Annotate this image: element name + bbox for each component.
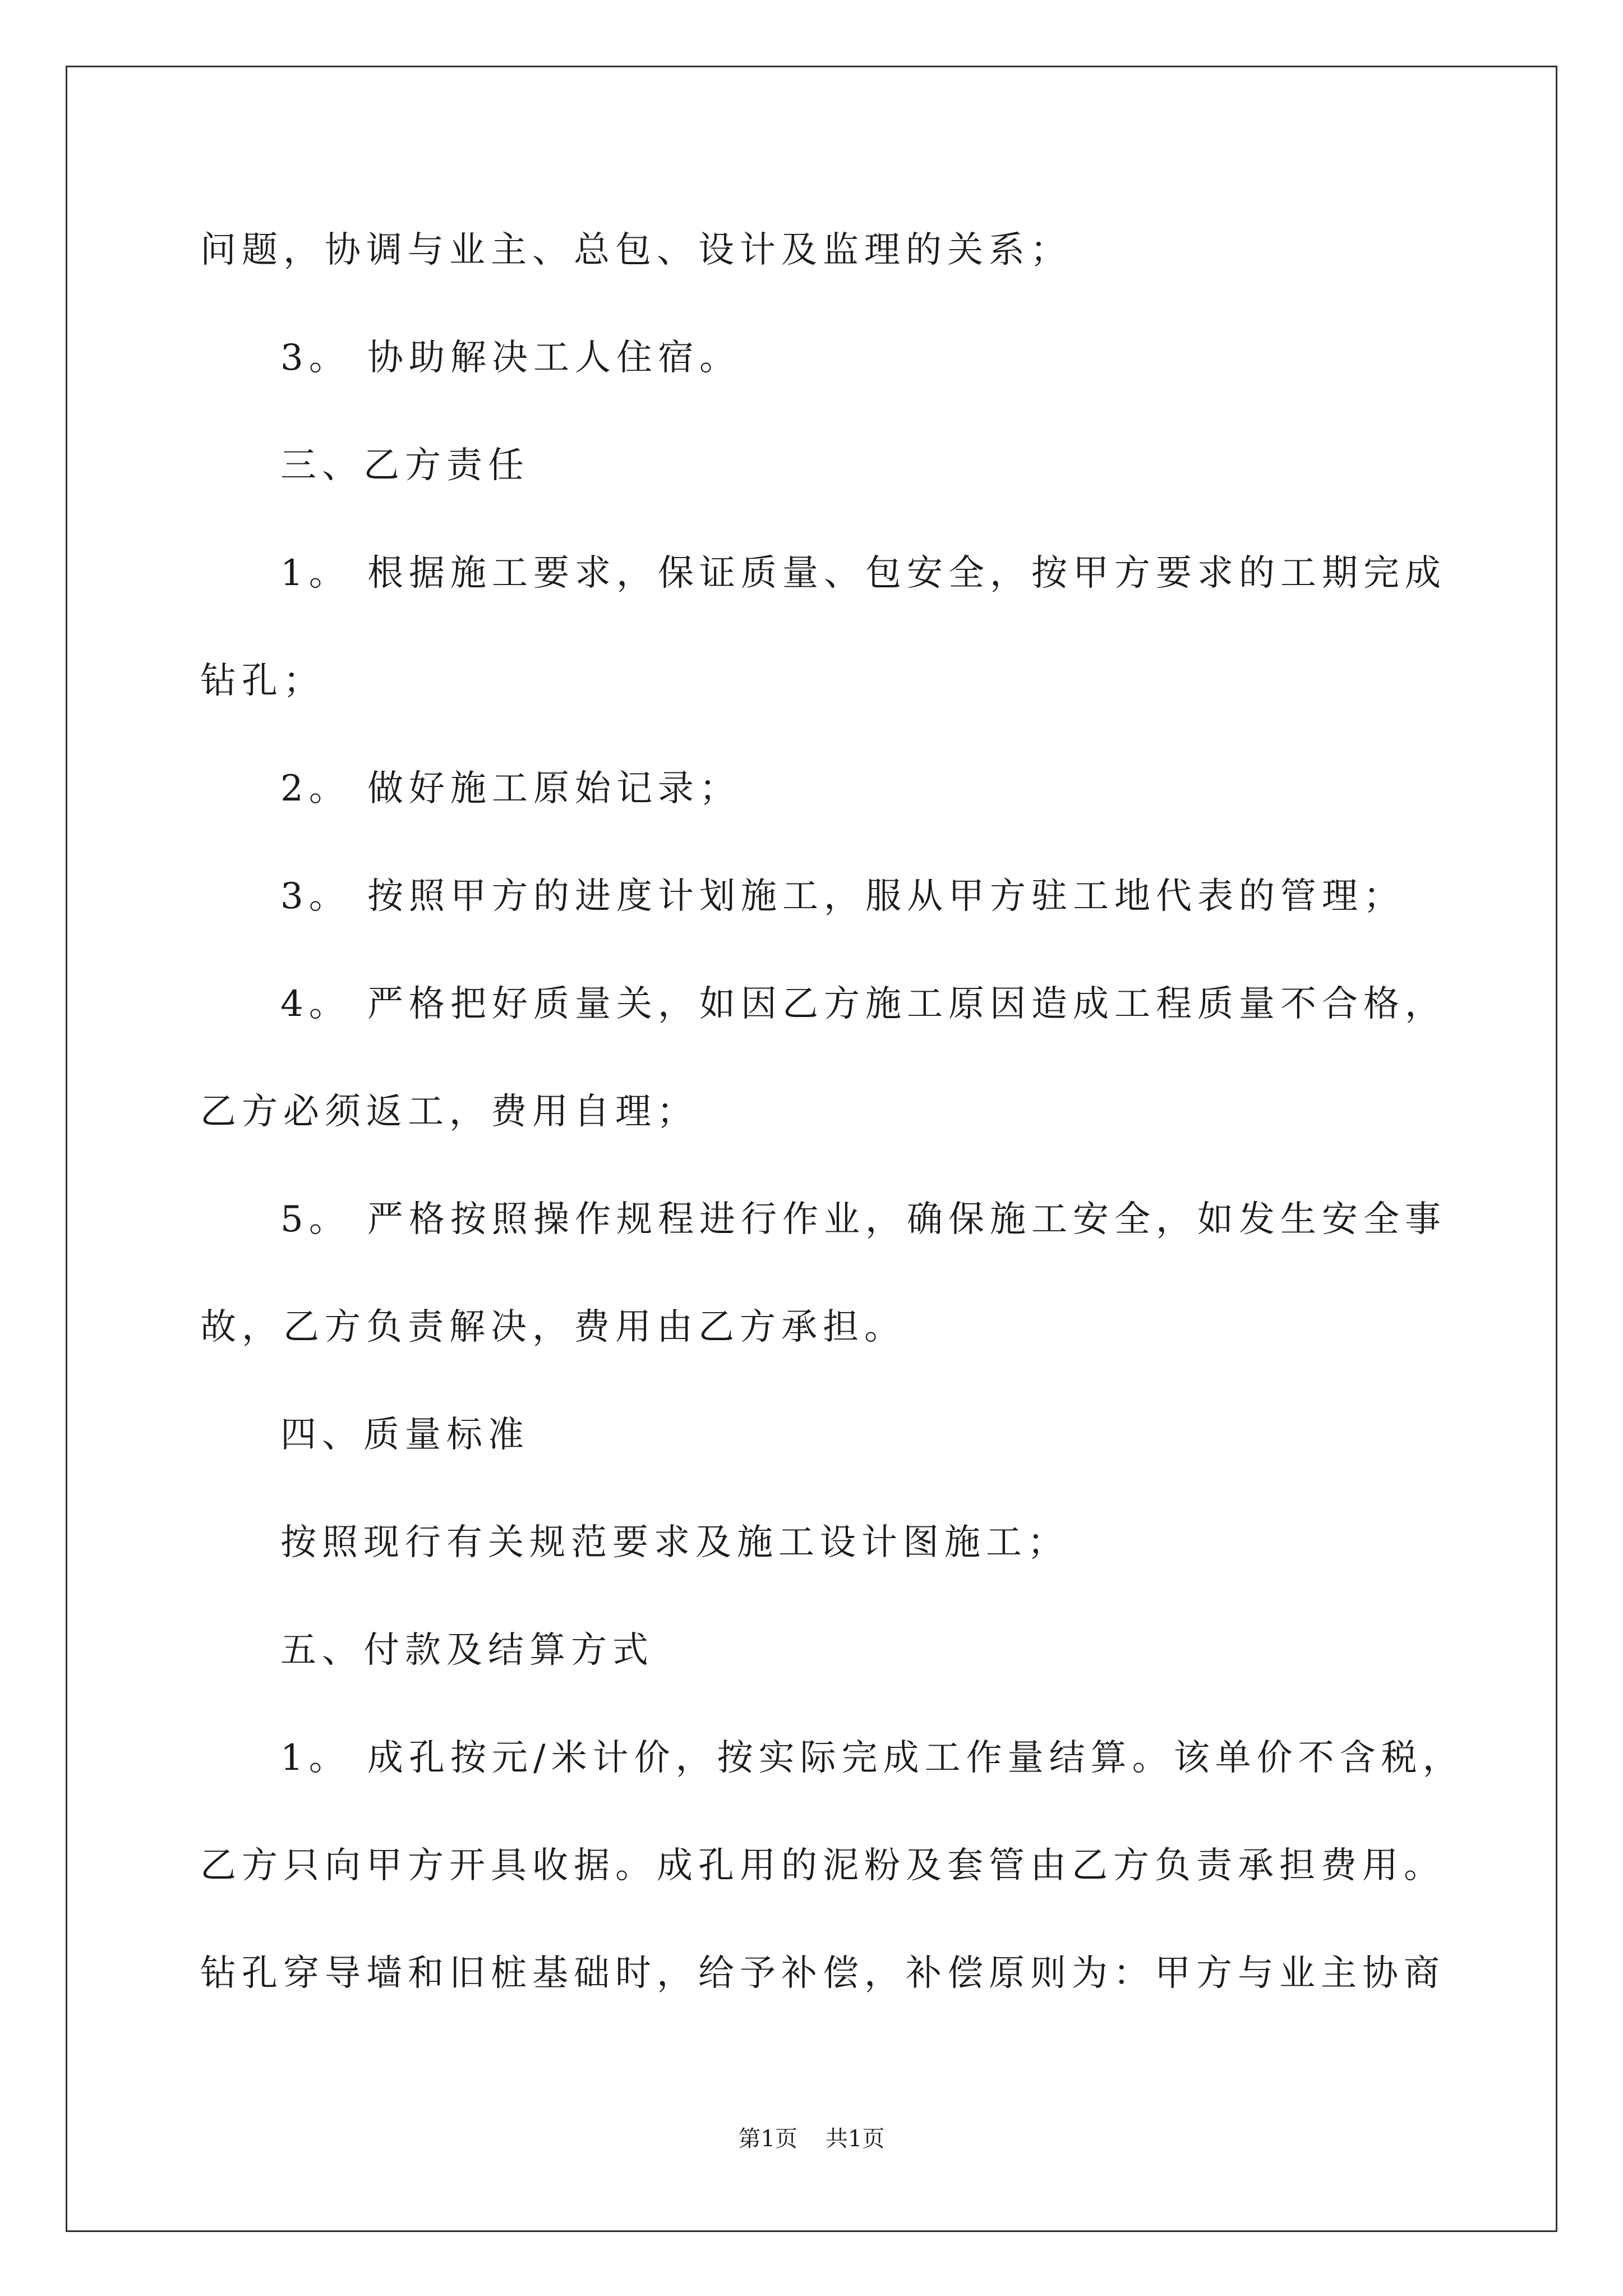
- text-line: 1。 根据施工要求，保证质量、包安全，按甲方要求的工期完成: [280, 553, 1447, 594]
- text-line: 钻孔穿导墙和旧桩基础时，给予补偿，补偿原则为：甲方与业主协商: [200, 1953, 1445, 1994]
- section-heading: 五、付款及结算方式: [280, 1630, 654, 1671]
- text-line: 2。 做好施工原始记录；: [280, 768, 741, 809]
- text-line: 3。 协助解决工人住宿。: [280, 337, 741, 379]
- page-number: 第1页: [738, 2126, 797, 2152]
- section-heading: 三、乙方责任: [280, 445, 529, 486]
- text-line: 1。 成孔按元/米计价，按实际完成工作量结算。该单价不含税，: [280, 1737, 1464, 1779]
- text-line: 5。 严格按照操作规程进行作业，确保施工安全，如发生安全事: [280, 1199, 1447, 1240]
- text-line: 钻孔；: [200, 660, 325, 702]
- page-frame: [66, 66, 1557, 2232]
- text-line: 乙方只向甲方开具收据。成孔用的泥粉及套管由乙方负责承担费用。: [200, 1845, 1445, 1887]
- text-line: 乙方必须返工，费用自理；: [200, 1091, 698, 1133]
- text-line: 按照现行有关规范要求及施工设计图施工；: [280, 1522, 1069, 1563]
- page-footer: [0, 2127, 1623, 2151]
- text-line: 4。 严格把好质量关，如因乙方施工原因造成工程质量不合格，: [280, 983, 1447, 1025]
- text-line: 故，乙方负责解决，费用由乙方承担。: [200, 1306, 906, 1348]
- section-heading: 四、质量标准: [280, 1414, 529, 1456]
- text-line: 问题，协调与业主、总包、设计及监理的关系；: [200, 229, 1072, 271]
- page-total: 共1页: [826, 2126, 885, 2152]
- text-line: 3。 按照甲方的进度计划施工，服从甲方驻工地代表的管理；: [280, 876, 1405, 917]
